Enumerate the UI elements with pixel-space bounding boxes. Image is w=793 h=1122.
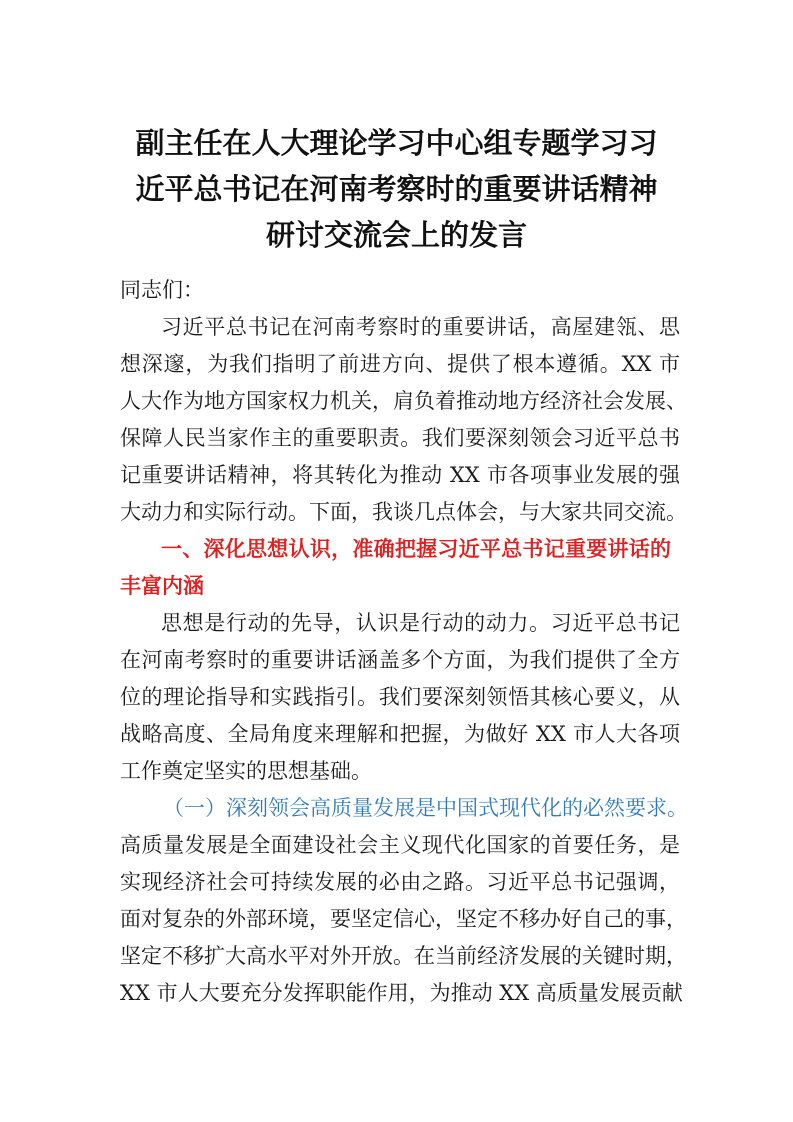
section-line-4: 战略高度、全局角度来理解和把握，为做好 XX 市人大各项: [120, 722, 680, 746]
intro-line-5: 记重要讲话精神，将其转化为推动 XX 市各项事业发展的强: [120, 463, 680, 487]
intro-line-6: 大动力和实际行动。下面，我谈几点体会，与大家共同交流。: [120, 500, 687, 524]
section-heading-line-2: 丰富内涵: [120, 574, 204, 598]
section-heading-line-1: 一、深化思想认识，准确把握习近平总书记重要讲话的: [161, 537, 671, 561]
section-line-3: 位的理论指导和实践指引。我们要深刻领悟其核心要义，从: [120, 685, 680, 709]
intro-line-4: 保障人民当家作主的重要职责。我们要深刻领会习近平总书: [120, 426, 680, 450]
sub1-line-4: 坚定不移扩大高水平对外开放。在当前经济发展的关键时期，: [120, 944, 687, 968]
intro-line-3: 人大作为地方国家权力机关，肩负着推动地方经济社会发展、: [120, 389, 687, 413]
sub1-line-3: 面对复杂的外部环境，要坚定信心，坚定不移办好自己的事，: [120, 907, 687, 931]
title-line-1: 副主任在人大理论学习中心组专题学习习: [135, 126, 658, 160]
sub1-line-2: 实现经济社会可持续发展的必由之路。习近平总书记强调，: [120, 870, 680, 894]
section-line-2: 在河南考察时的重要讲话涵盖多个方面，为我们提供了全方: [120, 648, 680, 672]
salutation: 同志们：: [120, 278, 204, 302]
document-title: [0, 120, 793, 258]
title-line-3: 研讨交流会上的发言: [265, 218, 527, 252]
sub1-line-5: XX 市人大要充分发挥职能作用，为推动 XX 高质量发展贡献: [120, 981, 683, 1005]
intro-line-1: 习近平总书记在河南考察时的重要讲话，高屋建瓴、思: [161, 315, 680, 339]
intro-line-2: 想深邃，为我们指明了前进方向、提供了根本遵循。XX 市: [120, 352, 680, 376]
subheading-1: （一）深刻领会高质量发展是中国式现代化的必然要求。: [163, 796, 688, 820]
section-line-5: 工作奠定坚实的思想基础。: [120, 759, 372, 783]
title-line-2: 近平总书记在河南考察时的重要讲话精神: [135, 172, 658, 206]
sub1-line-1: 高质量发展是全面建设社会主义现代化国家的首要任务，是: [120, 833, 680, 857]
section-line-1: 思想是行动的先导，认识是行动的动力。习近平总书记: [161, 611, 680, 635]
